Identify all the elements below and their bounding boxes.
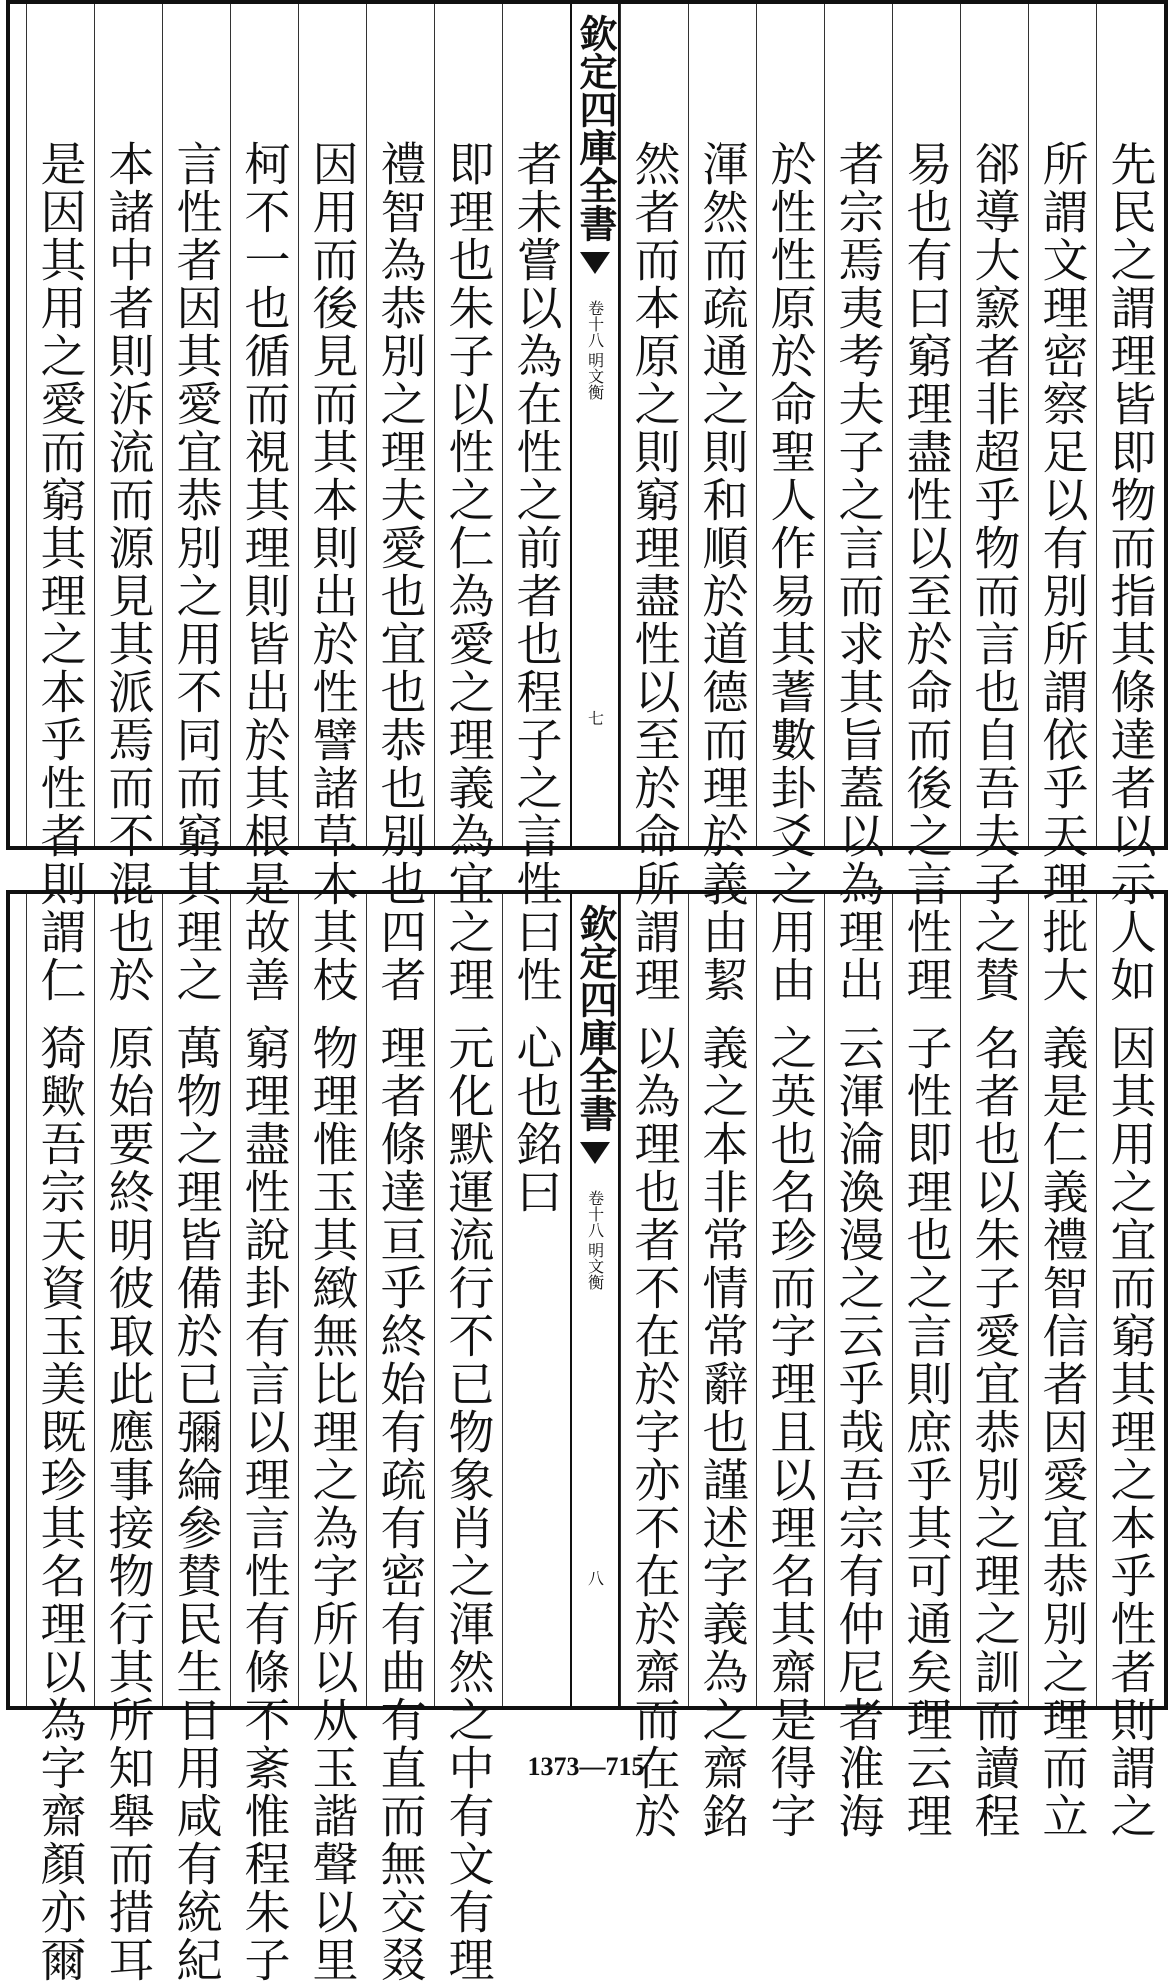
text-column [756,4,824,1004]
page-number: 七 [585,710,605,726]
center-column [570,4,620,846]
column-text: 因其用之宜而窮其理之本乎性者則謂之 [1103,1024,1158,1840]
text-column [502,4,570,1004]
text-column [366,894,434,1984]
column-text: 然者而本原之則窮理盡性以至於命所謂理 [627,140,682,1004]
volume-label [585,1190,604,1290]
text-column [94,894,162,1984]
column-text: 者宗焉夷考夫子之言而求其旨蓋以為理出 [831,140,886,1004]
column-text: 云渾淪渙漫之云乎哉吾宗有仲尼者淮海 [831,1024,886,1840]
chapter-number: 卷十八 [585,1190,605,1238]
book-title: 欽定四庫全書 [573,904,618,1132]
text-column [162,894,230,1984]
column-text: 郤導大窾者非超乎物而言也自吾夫子之賛 [967,140,1022,1004]
text-column [960,4,1028,1004]
text-column [1096,4,1164,1004]
fishtail-mark-icon [580,1142,610,1172]
text-column [824,894,892,1840]
column-text: 於性性原於命聖人作易其蓍數卦爻之用由 [763,140,818,1004]
text-column [162,4,230,1004]
text-column [366,4,434,1004]
top-page-frame [6,0,1168,1004]
text-column [824,4,892,1004]
text-column [620,894,688,1840]
column-text: 名者也以朱子愛宜恭別之理之訓而讀程 [967,1024,1022,1840]
text-column [688,894,756,1840]
column-text: 猗歟吾宗天資玉美既珍其名理以為字齋顏亦爾 [33,1024,88,1984]
text-column [26,894,94,1984]
column-text: 柯不一也循而視其理則皆出於其根是故善 [237,140,292,1004]
text-column [94,4,162,1004]
column-text: 者未嘗以為在性之前者也程子之言性曰性 [509,140,564,1004]
column-text: 因用而後見而其本則出於性譬諸草木其枝 [305,140,360,1004]
text-column [434,894,502,1984]
text-column [434,4,502,1004]
collection-name: 明文衡 [585,1242,605,1290]
page-footer-number: 1373—715 [527,1752,645,1781]
center-column [570,894,620,1706]
column-text: 以為理也者不在於字亦不在於齋而在於 [627,1024,682,1840]
column-text: 本諸中者則泝流而源見其派焉而不混也於 [101,140,156,1004]
column-text: 是因其用之愛而窮其理之本乎性者則謂仁 [33,140,88,1004]
text-column [892,4,960,1004]
column-text: 理者條達亘乎終始有疏有密有曲有直而無交叕 [373,1024,428,1984]
text-column [960,894,1028,1840]
column-text: 所謂文理密察足以有別所謂依乎天理批大 [1035,140,1090,1004]
text-column [298,4,366,1004]
text-column [1028,4,1096,1004]
text-column [620,4,688,1004]
column-text: 元化默運流行不已物象肖之渾然之中有文有理 [441,1024,496,1984]
column-text: 義之本非常情常辭也謹述字義為之齋銘 [695,1024,750,1840]
column-text: 禮智為恭別之理夫愛也宜也恭也別也四者 [373,140,428,1004]
heading-column [502,894,570,1706]
column-text: 窮理盡性說卦有言以理言性有條不紊惟程朱子 [237,1024,292,1984]
text-column [26,4,94,1004]
text-column [230,894,298,1984]
text-column [230,4,298,1004]
text-column [892,894,960,1840]
collection-name: 明文衡 [585,352,605,400]
text-column [1096,894,1164,1840]
text-column [688,4,756,1004]
column-text: 言性者因其愛宜恭別之用不同而窮其理之 [169,140,224,1004]
fishtail-mark-icon [580,252,610,282]
text-column [1028,894,1096,1840]
volume-label [585,300,604,400]
column-text: 先民之謂理皆即物而指其條達者以示人如 [1103,140,1158,1004]
column-text: 子性即理也之言則庶乎其可通矣理云理 [899,1024,954,1840]
column-text: 即理也朱子以性之仁為愛之理義為宜之理 [441,140,496,1004]
column-text: 原始要終明彼取此應事接物行其所知舉而措耳 [101,1024,156,1984]
chapter-number: 卷十八 [585,300,605,348]
column-text: 易也有曰窮理盡性以至於命而後之言性理 [899,140,954,1004]
text-column [756,894,824,1840]
section-heading: 心也銘曰 [509,1024,564,1216]
column-text: 義是仁義禮智信者因愛宜恭別之理而立 [1035,1024,1090,1840]
column-text: 物理惟玉其緻無比理之為字所以从玉諧聲以里 [305,1024,360,1984]
text-column [298,894,366,1984]
book-title: 欽定四庫全書 [573,14,618,242]
page-number: 八 [585,1570,605,1586]
column-text: 渾然而疏通之則和順於道德而理於義由絜 [695,140,750,1004]
column-text: 之英也名珍而字理且以理名其齋是得字 [763,1024,818,1840]
column-text: 萬物之理皆備於已彌綸參賛民生日用咸有統紀 [169,1024,224,1984]
